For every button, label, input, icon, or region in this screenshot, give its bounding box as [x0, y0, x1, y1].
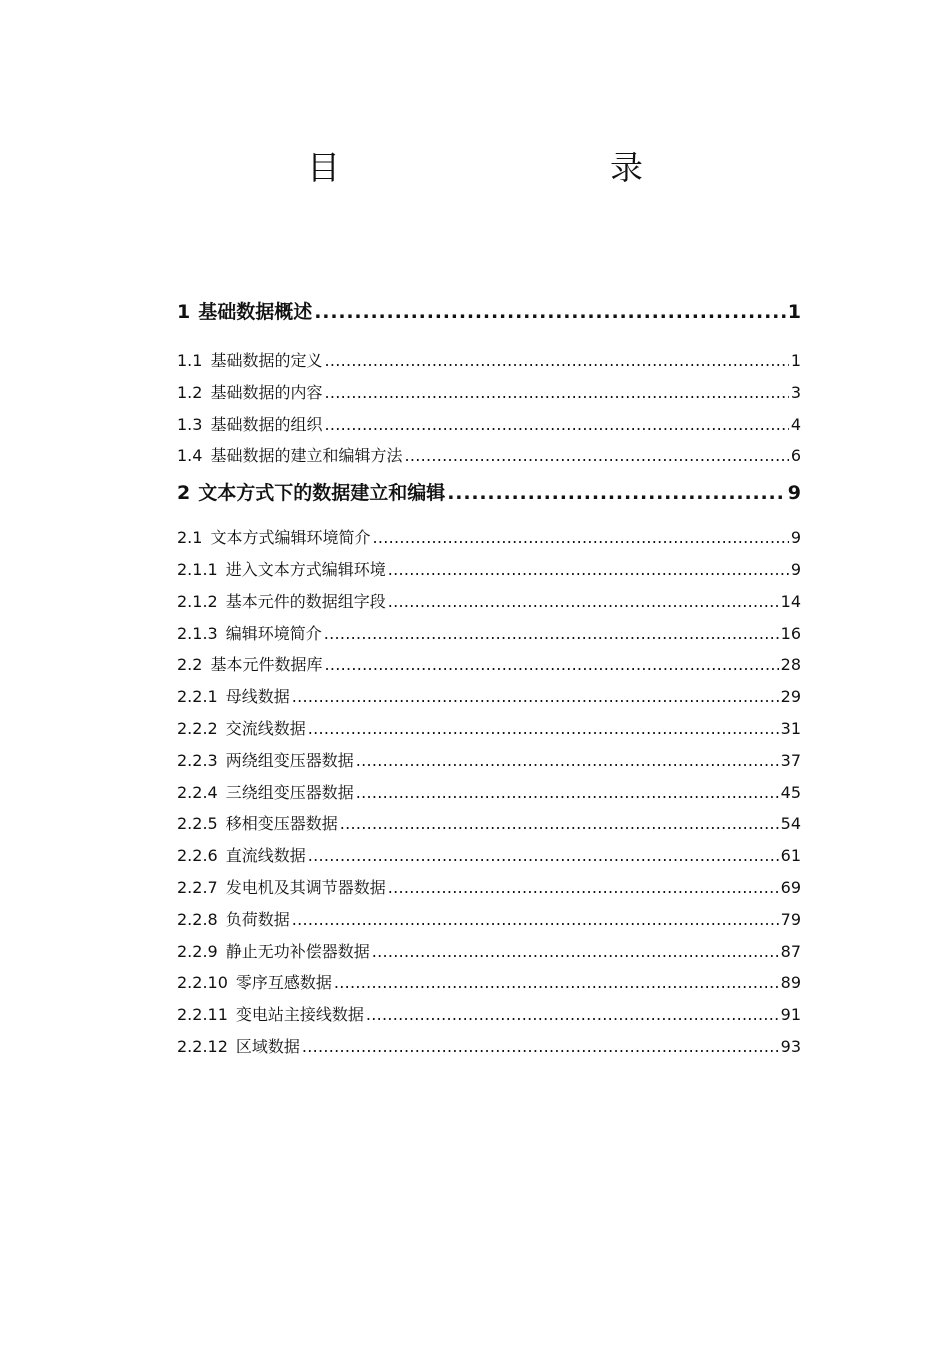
toc-title: 交流线数据 — [225, 718, 306, 738]
toc-number: 2.1.2 — [177, 591, 218, 611]
toc-entry[interactable] — [177, 345, 801, 377]
toc-page: 45 — [780, 782, 801, 802]
toc-title: 进入文本方式编辑环境 — [225, 559, 386, 579]
toc-number: 2.2.3 — [177, 750, 218, 770]
page-title: 目 录 — [307, 148, 711, 187]
toc-title: 区域数据 — [235, 1036, 300, 1056]
dot-leader — [356, 745, 779, 777]
toc-entry[interactable] — [177, 777, 801, 809]
toc-entry[interactable] — [177, 649, 801, 681]
toc-page: 14 — [780, 591, 801, 611]
toc-title: 直流线数据 — [225, 846, 306, 866]
toc-page: 29 — [780, 687, 801, 707]
toc-page: 1 — [787, 301, 801, 323]
toc-number: 2.2.10 — [177, 973, 228, 993]
toc-entry[interactable] — [177, 409, 801, 441]
toc-number: 2.2.6 — [177, 846, 218, 866]
dot-leader — [308, 713, 779, 745]
toc-number: 2.1.3 — [177, 623, 218, 643]
toc-number: 1.1 — [177, 351, 203, 370]
toc-entry[interactable] — [177, 840, 801, 872]
toc-page: 16 — [780, 623, 801, 643]
toc-title: 基本元件数据库 — [210, 655, 323, 675]
toc-entry[interactable] — [177, 713, 801, 745]
toc-page: 61 — [780, 846, 801, 866]
dot-leader — [366, 999, 779, 1031]
toc-page: 9 — [790, 528, 801, 548]
toc-page: 9 — [790, 559, 801, 579]
toc-page: 87 — [780, 941, 801, 961]
toc-title: 基础数据的定义 — [210, 351, 323, 370]
toc-title: 基础数据的建立和编辑方法 — [210, 446, 403, 466]
toc-entry[interactable] — [177, 472, 801, 522]
toc-number: 1.3 — [177, 414, 203, 434]
toc-number: 2.2.9 — [177, 941, 218, 961]
toc-title: 母线数据 — [225, 687, 290, 707]
toc-title: 三绕组变压器数据 — [225, 782, 354, 802]
dot-leader — [388, 872, 779, 904]
dot-leader — [388, 586, 779, 618]
dot-leader — [324, 649, 778, 681]
toc-page: 89 — [780, 973, 801, 993]
toc-entry[interactable] — [177, 936, 801, 968]
toc-entry[interactable] — [177, 586, 801, 618]
dot-leader — [447, 472, 786, 514]
toc-title: 移相变压器数据 — [225, 814, 338, 834]
dot-leader — [324, 377, 788, 409]
toc-page: 28 — [780, 655, 801, 675]
toc-entry[interactable] — [177, 872, 801, 904]
toc-title: 编辑环境简介 — [225, 623, 322, 643]
toc-number: 2.2.1 — [177, 687, 218, 707]
toc-entry[interactable] — [177, 681, 801, 713]
toc-number: 2.1.1 — [177, 559, 218, 579]
toc-title: 负荷数据 — [225, 909, 290, 929]
toc-number: 2.2.2 — [177, 718, 218, 738]
toc-number: 2.2.8 — [177, 909, 218, 929]
dot-leader — [388, 554, 789, 586]
toc-title: 静止无功补偿器数据 — [225, 941, 370, 961]
toc-page: 93 — [780, 1036, 801, 1056]
toc-number: 2.2.11 — [177, 1005, 228, 1025]
dot-leader — [324, 618, 779, 650]
toc-page: 79 — [780, 909, 801, 929]
toc-title: 发电机及其调节器数据 — [225, 877, 386, 897]
toc-entry[interactable] — [177, 967, 801, 999]
toc-title: 基本元件的数据组字段 — [225, 591, 386, 611]
toc-page: 31 — [780, 718, 801, 738]
toc-title: 变电站主接线数据 — [235, 1005, 364, 1025]
toc-entry[interactable] — [177, 554, 801, 586]
toc-number: 1.4 — [177, 446, 203, 466]
toc-page: 37 — [780, 750, 801, 770]
toc-title: 零序互感数据 — [235, 973, 332, 993]
toc-number: 2.2.4 — [177, 782, 218, 802]
toc-page: 91 — [780, 1005, 801, 1025]
toc-entry[interactable] — [177, 808, 801, 840]
toc-entry[interactable] — [177, 618, 801, 650]
dot-leader — [372, 522, 788, 554]
dot-leader — [334, 967, 779, 999]
toc-number: 2 — [177, 482, 191, 505]
toc-number: 2.2.7 — [177, 877, 218, 897]
dot-leader — [314, 295, 786, 329]
dot-leader — [356, 777, 779, 809]
toc-number: 2.2.12 — [177, 1036, 228, 1056]
toc-number: 1.2 — [177, 382, 203, 402]
toc-entry[interactable] — [177, 904, 801, 936]
dot-leader — [292, 681, 779, 713]
toc-page: 6 — [790, 446, 801, 466]
toc-number: 2.2.5 — [177, 814, 218, 834]
dot-leader — [340, 808, 779, 840]
toc-number: 2.1 — [177, 528, 203, 548]
dot-leader — [292, 904, 779, 936]
toc-number: 1 — [177, 301, 191, 323]
table-of-contents — [177, 295, 801, 1063]
toc-page: 69 — [780, 877, 801, 897]
toc-title: 基础数据的内容 — [210, 382, 323, 402]
toc-page: 3 — [790, 382, 801, 402]
toc-entry[interactable] — [177, 377, 801, 409]
toc-entry[interactable] — [177, 440, 801, 472]
toc-entry[interactable] — [177, 295, 801, 345]
toc-entry[interactable] — [177, 745, 801, 777]
dot-leader — [404, 440, 788, 472]
toc-number: 2.2 — [177, 655, 203, 675]
toc-entry[interactable] — [177, 1031, 801, 1063]
dot-leader — [308, 840, 779, 872]
dot-leader — [302, 1031, 779, 1063]
toc-page: 1 — [790, 351, 801, 370]
toc-title: 两绕组变压器数据 — [225, 750, 354, 770]
toc-page: 54 — [780, 814, 801, 834]
dot-leader — [372, 936, 779, 968]
toc-title: 文本方式下的数据建立和编辑 — [198, 482, 446, 505]
toc-entry[interactable] — [177, 522, 801, 554]
toc-title: 基础数据概述 — [198, 301, 313, 323]
dot-leader — [324, 345, 788, 377]
toc-page: 9 — [787, 482, 801, 505]
toc-entry[interactable] — [177, 999, 801, 1031]
toc-title: 文本方式编辑环境简介 — [210, 528, 371, 548]
toc-title: 基础数据的组织 — [210, 414, 323, 434]
dot-leader — [324, 409, 788, 441]
toc-page: 4 — [790, 414, 801, 434]
